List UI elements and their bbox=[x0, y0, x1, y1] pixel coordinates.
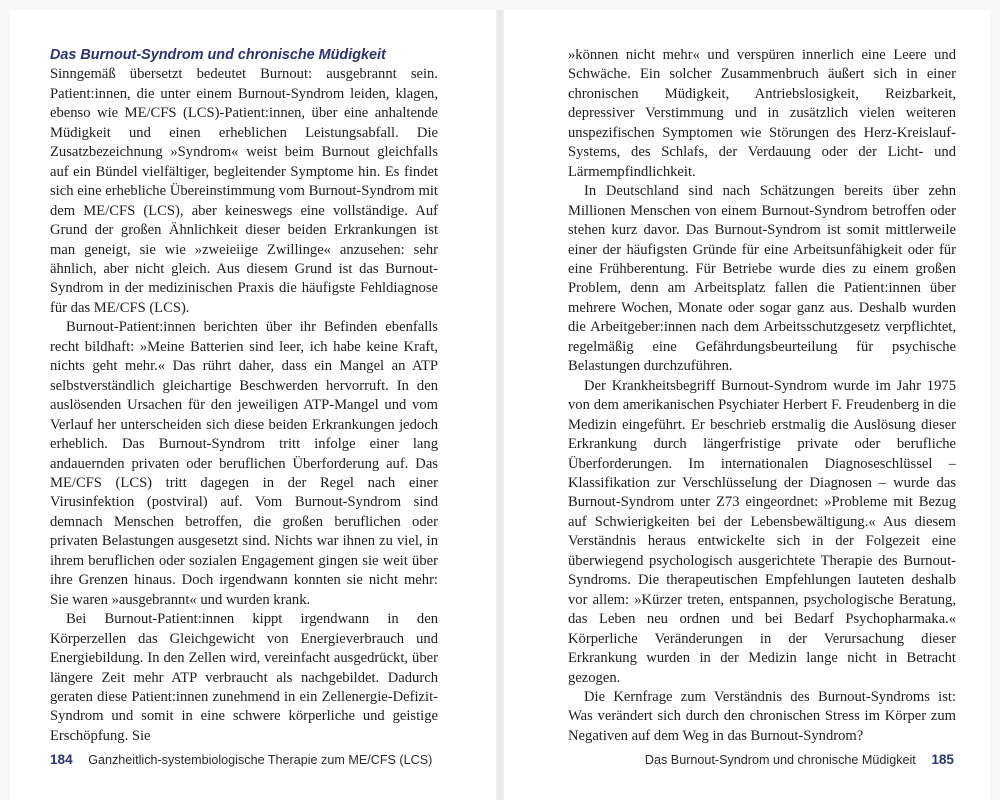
paragraph: Die Kernfrage zum Verständnis des Burnout-Syndroms ist: Was verändert sich durch den chronischen Stress im Körper zum Negativen auf dem Weg in das Burnout-Syndrom? bbox=[568, 688, 956, 744]
page-number: 184 bbox=[50, 752, 73, 767]
page-number: 185 bbox=[931, 752, 954, 767]
left-text-column bbox=[50, 46, 438, 746]
right-page-footer bbox=[645, 751, 954, 769]
left-page-footer bbox=[50, 751, 432, 769]
book-gutter bbox=[496, 10, 504, 800]
paragraph: Der Krankheitsbegriff Burnout-Syndrom wurde im Jahr 1975 von dem amerikanischen Psychiater Herbert F. Freudenberg in die Medizin eingeführt. Er beschrieb erstmalig die Auslösung dieser Erkrankung durch längerfristige private oder berufliche Überforderungen. Im internationalen Diagnoseschlüssel – Klassifikation zur Verschlüsselung der Diagnosen – wurde das Burnout-Syndrom unter Z73 eingeordnet: »Probleme mit Bezug auf Schwierigkeiten bei der Lebensbewältigung.« Aus diesem Verständnis heraus entwickelte sich in der Folgezeit eine überwiegend psychologisch ausgerichtete Therapie des Burnout-Syndroms. Die therapeutischen Empfehlungen lauteten deshalb vor allem: »Kürzer treten, entspannen, psychologische Beratung, das Leben neu ordnen und bei Bedarf Psychopharmaka.« Körperliche Veränderungen in der Verursachung dieser Erkrankung wurden in der Medizin lange nicht in Betracht gezogen. bbox=[568, 377, 956, 686]
running-title: Das Burnout-Syndrom und chronische Müdigkeit bbox=[644, 753, 916, 767]
paragraph: Burnout-Patient:innen berichten über ihr Befinden ebenfalls recht bildhaft: »Meine Batterien sind leer, ich habe keine Kraft, nichts geht mehr.« Das rührt daher, dass ein Mangel an ATP selbstverständlich gleichartige Beschwerden hervorruft. In den auslösenden Ursachen für den jeweiligen ATP-Mangel und vom Verlauf her unterscheiden sich diese beiden Erkrankungen jedoch erheblich. Das Burnout-Syndrom tritt infolge einer lang andauernden privaten oder beruflichen Überforderung auf. Das ME/CFS (LCS) tritt dagegen in der Regel nach einer Virusinfektion (postviral) auf. Vom Burnout-Syndrom sind demnach Menschen betroffen, die großen beruflichen oder privaten Belastungen ausgesetzt sind. Nichts war ihnen zu viel, in ihrem beruflichen oder sozialen Engagement gingen sie weit über ihre Grenzen hinaus. Doch irgendwann konnten sie nicht mehr: Sie waren »ausgebrannt« und wurden krank. bbox=[50, 319, 438, 608]
right-text-column bbox=[568, 46, 956, 746]
running-title: Ganzheitlich-systembiologische Therapie zum ME/CFS (LCS) bbox=[88, 753, 433, 767]
paragraph: In Deutschland sind nach Schätzungen bereits über zehn Millionen Menschen von einem Burnout-Syndrom betroffen oder stehen kurz davor. Das Burnout-Syndrom ist somit mittlerweile einer der häufigsten Gründe für eine Arbeitsunfähigkeit oder für eine Frühberentung. Für Betriebe wurde dies zu einem großen Problem, denn am Arbeitsplatz fallen die Patient:innen über mehrere Wochen, Monate oder sogar ganz aus. Deshalb wurden die Arbeitgeber:innen nach dem Arbeitsschutzgesetz verpflichtet, regelmäßig eine Gefährdungsbeurteilung für psychische Belastungen durchzuführen. bbox=[568, 183, 956, 375]
paragraph: Sinngemäß übersetzt bedeutet Burnout: ausgebrannt sein. Patient:innen, die unter einem Burnout-Syndrom leiden, klagen, ebenso wie ME/CFS (LCS)-Patient:innen, über eine anhaltende Müdigkeit und einen erheblichen Leistungsabfall. Die Zusatzbezeichnung »Syndrom« weist beim Burnout gleichfalls auf ein Bündel vielfältiger, begleitender Symptome hin. Es findet sich eine erhebliche Übereinstimmung vom Burnout-Syndrom mit dem ME/CFS (LCS), aber keineswegs eine vollständige. Auf Grund der großen Ähnlichkeit dieser beiden Erkrankungen ist man geneigt, sie wie »zweieiige Zwillinge« anzusehen: sehr ähnlich, aber nicht gleich. Aus diesem Grund ist das Burnout-Syndrom in der medizinischen Praxis die häufigste Fehldiagnose für das ME/CFS (LCS). bbox=[50, 66, 438, 316]
paragraph: Bei Burnout-Patient:innen kippt irgendwann in den Körperzellen das Gleichgewicht von Energieverbrauch und Energiebildung. In den Zellen wird, vereinfacht ausgedrückt, über längere Zeit mehr ATP verbraucht als nachgebildet. Dadurch geraten diese Patient:innen zunehmend in ein Zellenergie-Defizit-Syndrom und somit in eine schwere körperliche und geistige Erschöpfung. Sie bbox=[50, 611, 438, 744]
section-heading: Das Burnout-Syndrom und chronische Müdigkeit bbox=[50, 47, 386, 63]
paragraph: »können nicht mehr« und verspüren innerlich eine Leere und Schwäche. Ein solcher Zusammenbruch äußert sich in einer chronischen Müdigkeit, Antriebslosigkeit, Reizbarkeit, depressiver Verstimmung und in zusätzlich vielen weiteren unspezifischen Symptomen wie Störungen des Herz-Kreislauf-Systems, des Schlafs, der Verdauung oder der Licht- und Lärmempfindlichkeit. bbox=[568, 47, 956, 180]
